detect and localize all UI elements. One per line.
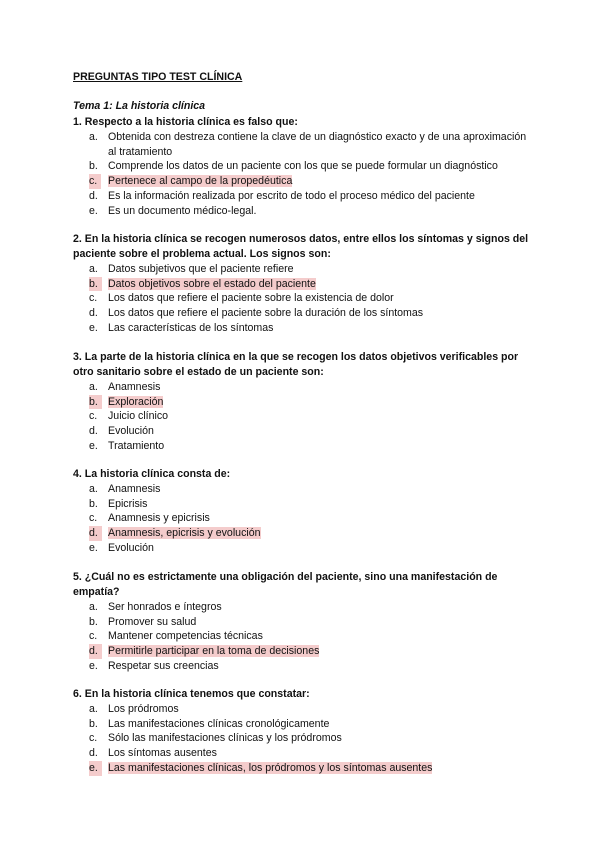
option-b xyxy=(73,615,529,630)
question-text: 2. En la historia clínica se recogen numerosos datos, entre ellos los síntomas y signos del paciente sobre el problema actual. Los signos son: xyxy=(73,233,529,260)
options-list xyxy=(73,702,529,776)
option-letter: d. xyxy=(89,307,98,320)
option-text: Exploración xyxy=(108,395,164,408)
option-text: Ser honrados e íntegros xyxy=(108,601,222,613)
option-letter: a. xyxy=(89,381,98,393)
document-title: PREGUNTAS TIPO TEST CLÍNICA xyxy=(73,71,243,83)
option-letter: e. xyxy=(89,204,98,217)
option-letter: d. xyxy=(89,425,98,438)
option-e xyxy=(73,541,529,556)
option-d-correct xyxy=(73,526,529,541)
option-text: Las características de los síntomas xyxy=(108,321,274,334)
option-d xyxy=(73,189,529,204)
option-text: Tratamiento xyxy=(108,439,165,452)
option-text: Anamnesis xyxy=(108,483,161,495)
option-b xyxy=(73,717,529,732)
option-text: Los datos que refiere el paciente sobre la duración de los síntomas xyxy=(108,307,424,320)
option-text: Juicio clínico xyxy=(108,410,169,423)
question-4 xyxy=(73,467,529,556)
option-letter: c. xyxy=(89,512,98,525)
option-a xyxy=(73,380,529,395)
option-letter: a. xyxy=(89,703,98,715)
section-title: Tema 1: La historia clínica xyxy=(73,100,206,112)
option-letter: b. xyxy=(89,160,98,173)
option-letter: b. xyxy=(89,395,102,410)
option-a xyxy=(73,702,529,717)
option-text: Las manifestaciones clínicas cronológicamente xyxy=(108,717,330,730)
option-text: Es la información realizada por escrito de todo el proceso médico del paciente xyxy=(108,189,475,202)
option-text: Datos objetivos sobre el estado del paciente xyxy=(108,277,316,290)
option-text: Respetar sus creencias xyxy=(108,659,219,672)
option-e xyxy=(73,659,529,674)
option-letter: b. xyxy=(89,497,98,510)
option-e xyxy=(73,439,529,454)
question-text: 1. Respecto a la historia clínica es falso que: xyxy=(73,116,298,128)
option-letter: b. xyxy=(89,277,102,292)
option-text: Permitirle participar en la toma de decisiones xyxy=(108,645,320,658)
option-text: Los síntomas ausentes xyxy=(108,747,217,760)
option-c xyxy=(73,731,529,746)
option-letter: e. xyxy=(89,659,98,672)
option-text: Obtenida con destreza contiene la clave de un diagnóstico exacto y de una aproximación al tratamiento xyxy=(108,131,527,158)
option-text: Anamnesis xyxy=(108,381,161,393)
option-e xyxy=(73,204,529,219)
option-text: Mantener competencias técnicas xyxy=(108,630,263,643)
option-b xyxy=(73,497,529,512)
options-list xyxy=(73,380,529,454)
question-5 xyxy=(73,570,529,674)
option-letter: c. xyxy=(89,630,98,643)
option-c-correct xyxy=(73,174,529,189)
option-text: Pertenece al campo de la propedéutica xyxy=(108,175,293,188)
option-a xyxy=(73,130,529,159)
question-text: 3. La parte de la historia clínica en la que se recogen los datos objetivos verificables por otro sanitario sobre el estado de un paciente son: xyxy=(73,351,519,378)
option-text: Anamnesis, epicrisis y evolución xyxy=(108,527,261,540)
option-letter: a. xyxy=(89,483,98,495)
option-b-correct xyxy=(73,277,529,292)
option-c xyxy=(73,409,529,424)
option-letter: a. xyxy=(89,263,98,275)
option-c xyxy=(73,629,529,644)
option-text: Evolución xyxy=(108,425,154,438)
option-letter: c. xyxy=(89,292,98,305)
option-letter: e. xyxy=(89,761,102,776)
option-text: Promover su salud xyxy=(108,615,197,628)
question-6 xyxy=(73,687,529,776)
option-letter: e. xyxy=(89,439,98,452)
option-e-correct xyxy=(73,761,529,776)
option-a xyxy=(73,482,529,497)
option-b xyxy=(73,159,529,174)
option-letter: c. xyxy=(89,732,98,745)
option-letter: e. xyxy=(89,541,98,554)
options-list xyxy=(73,130,529,218)
option-text: Evolución xyxy=(108,541,154,554)
question-3 xyxy=(73,350,529,454)
option-text: Los pródromos xyxy=(108,703,179,715)
options-list xyxy=(73,262,529,336)
option-text: Sólo las manifestaciones clínicas y los pródromos xyxy=(108,732,342,745)
option-text: Epicrisis xyxy=(108,497,148,510)
question-2 xyxy=(73,232,529,336)
option-letter: e. xyxy=(89,321,98,334)
option-letter: a. xyxy=(89,601,98,613)
option-d xyxy=(73,306,529,321)
question-1 xyxy=(73,115,529,218)
option-text: Es un documento médico-legal. xyxy=(108,204,257,217)
option-text: Las manifestaciones clínicas, los pródromos y los síntomas ausentes xyxy=(108,761,433,774)
option-letter: d. xyxy=(89,189,98,202)
option-d-correct xyxy=(73,644,529,659)
option-b-correct xyxy=(73,395,529,410)
option-c xyxy=(73,511,529,526)
question-text: 6. En la historia clínica tenemos que constatar: xyxy=(73,688,310,700)
option-letter: c. xyxy=(89,410,98,423)
option-letter: a. xyxy=(89,131,98,143)
options-list xyxy=(73,482,529,556)
option-e xyxy=(73,321,529,336)
option-text: Los datos que refiere el paciente sobre la existencia de dolor xyxy=(108,292,394,305)
option-d xyxy=(73,424,529,439)
option-d xyxy=(73,746,529,761)
option-text: Anamnesis y epicrisis xyxy=(108,512,210,525)
option-a xyxy=(73,262,529,277)
option-letter: d. xyxy=(89,526,102,541)
question-text: 4. La historia clínica consta de: xyxy=(73,468,231,480)
option-c xyxy=(73,291,529,306)
option-text: Datos subjetivos que el paciente refiere xyxy=(108,263,294,275)
option-letter: b. xyxy=(89,615,98,628)
option-text: Comprende los datos de un paciente con los que se puede formular un diagnóstico xyxy=(108,160,498,173)
option-letter: d. xyxy=(89,747,98,760)
option-letter: d. xyxy=(89,644,102,659)
option-letter: b. xyxy=(89,717,98,730)
option-letter: c. xyxy=(89,174,101,189)
option-a xyxy=(73,600,529,615)
question-text: 5. ¿Cuál no es estrictamente una obligación del paciente, sino una manifestación de empatía? xyxy=(73,571,498,598)
options-list xyxy=(73,600,529,674)
